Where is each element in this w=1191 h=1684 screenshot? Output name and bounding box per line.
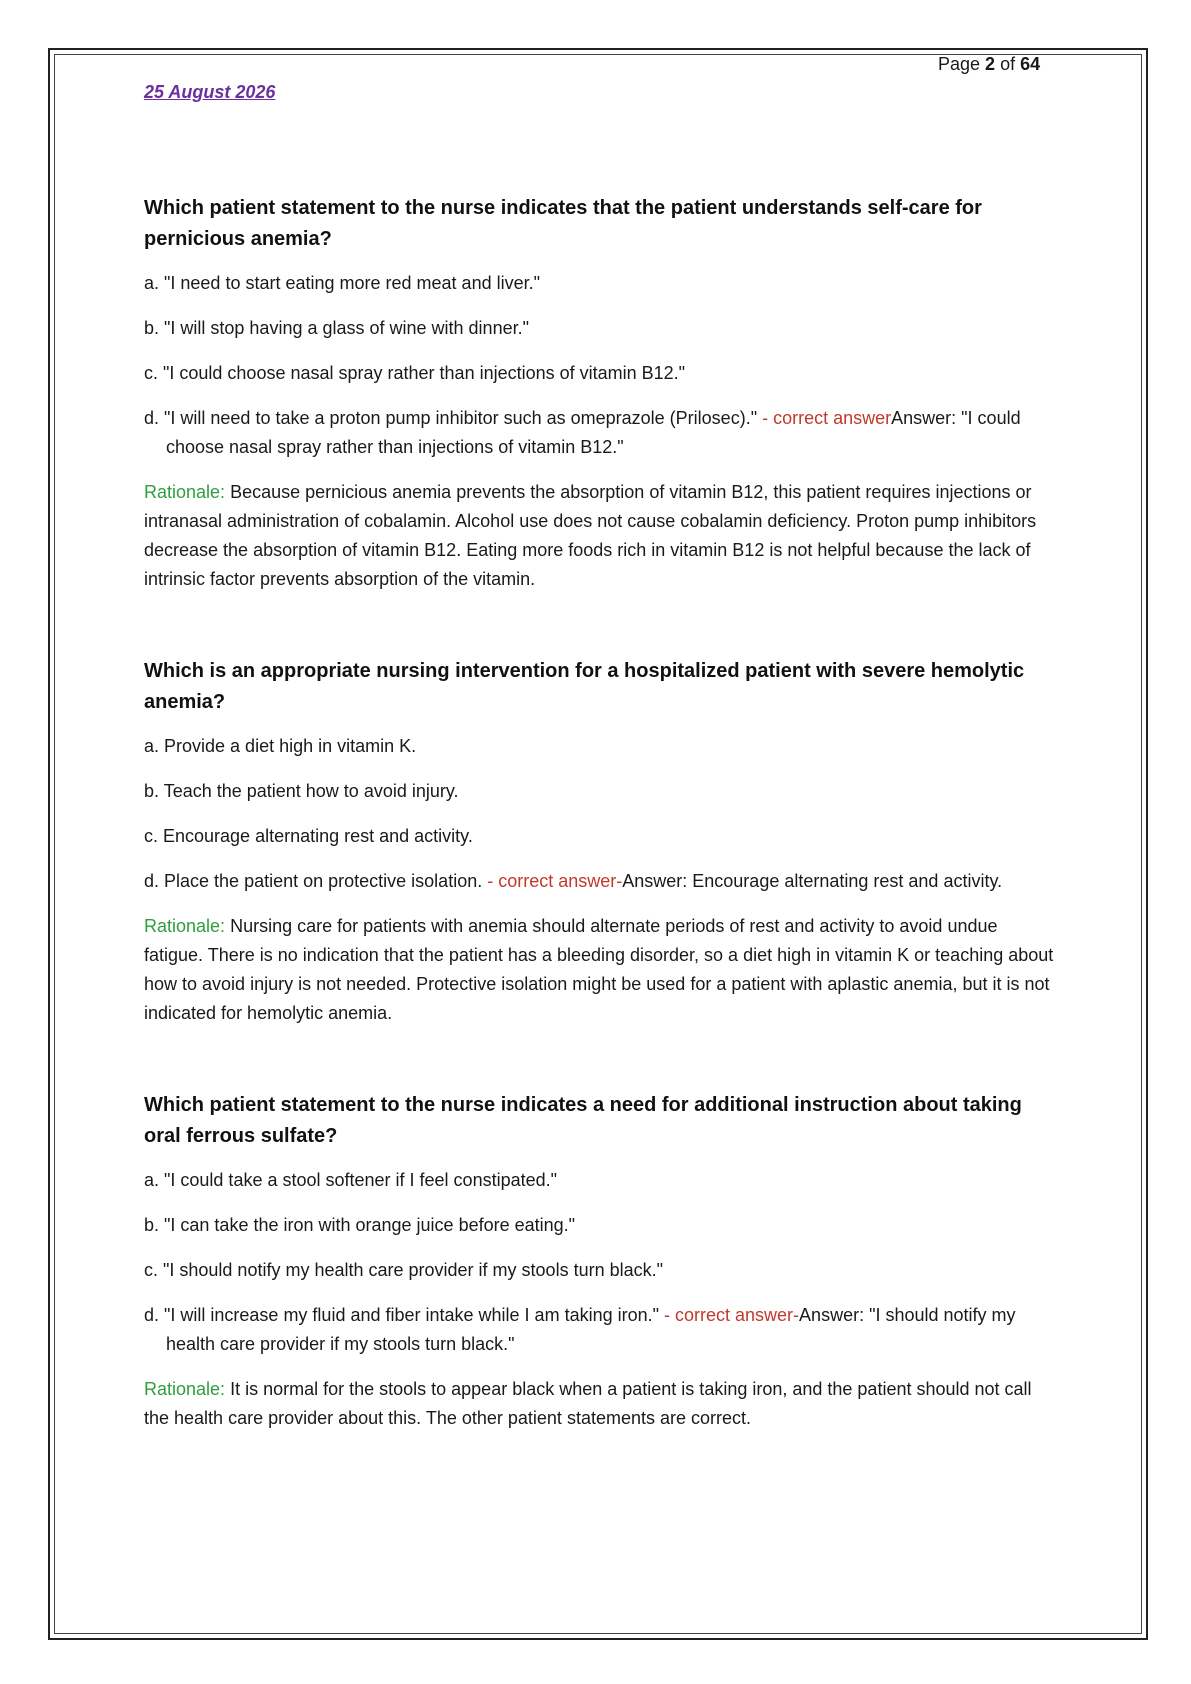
option-a: a. "I could take a stool softener if I feel constipated." [144,1170,558,1190]
question-3 [144,1090,1056,1433]
option-d-text: d. Place the patient on protective isolation. [144,871,483,891]
rationale-label: Rationale: [144,482,226,502]
option-c: c. "I should notify my health care provider if my stools turn black." [144,1260,663,1280]
answer-text: Answer: Encourage alternating rest and activity. [622,871,1003,891]
correct-answer-marker: - correct answer [757,408,892,428]
answer-text: Answer: "I could choose nasal spray rather than injections of vitamin B12." [166,408,1021,457]
page-total: 64 [1020,54,1041,74]
option-b: b. Teach the patient how to avoid injury. [144,781,459,801]
option-c: c. "I could choose nasal spray rather than injections of vitamin B12." [144,363,686,383]
correct-answer-marker: - correct answer- [482,871,623,891]
option-d-text: d. "I will increase my fluid and fiber intake while I am taking iron." [144,1305,660,1325]
option-d-text: d. "I will need to take a proton pump inhibitor such as omeprazole (Prilosec)." [144,408,758,428]
rationale-text: Because pernicious anemia prevents the absorption of vitamin B12, this patient requires injections or intranasal administration of cobalamin. Alcohol use does not cause cobalamin deficiency. Proton pump inhibitors decrease the absorption of vitamin B12. Eating more foods rich in vitamin B12 is not helpful because the lack of intrinsic factor prevents absorption of the vitamin. [144,482,1037,589]
question-title: Which is an appropriate nursing intervention for a hospitalized patient with severe hemolytic anemia? [144,660,1025,713]
page-current: 2 [985,54,996,74]
rationale-label: Rationale: [144,916,226,936]
option-a: a. "I need to start eating more red meat and liver." [144,273,540,293]
option-d [144,1301,1056,1359]
option-a: a. Provide a diet high in vitamin K. [144,736,417,756]
correct-answer-marker: - correct answer- [659,1305,800,1325]
question-list [144,193,1056,1495]
question-title: Which patient statement to the nurse indicates a need for additional instruction about taking oral ferrous sulfate? [144,1094,1022,1147]
page-number [938,54,1040,75]
rationale-text: It is normal for the stools to appear black when a patient is taking iron, and the patient should not call the health care provider about this. The other patient statements are correct. [144,1379,1032,1428]
answer-text: Answer: "I should notify my health care provider if my stools turn black." [166,1305,1016,1354]
question-1 [144,193,1056,594]
option-d [144,867,1056,896]
option-c: c. Encourage alternating rest and activity. [144,826,473,846]
page-prefix: Page [938,54,986,74]
rationale-text: Nursing care for patients with anemia should alternate periods of rest and activity to avoid undue fatigue. There is no indication that the patient has a bleeding disorder, so a diet high in vitamin K or teaching about how to avoid injury is not needed. Protective isolation might be used for a patient with aplastic anemia, but it is not indicated for hemolytic anemia. [144,916,1054,1023]
rationale [144,912,1056,1028]
rationale-label: Rationale: [144,1379,226,1399]
question-title: Which patient statement to the nurse indicates that the patient understands self-care for pernicious anemia? [144,197,982,250]
option-d [144,404,1056,462]
question-2 [144,656,1056,1028]
document-date[interactable]: 25 August 2026 [144,82,276,102]
rationale [144,478,1056,594]
rationale [144,1375,1056,1433]
option-b: b. "I can take the iron with orange juice before eating." [144,1215,576,1235]
option-b: b. "I will stop having a glass of wine with dinner." [144,318,529,338]
page-of: of [995,54,1021,74]
